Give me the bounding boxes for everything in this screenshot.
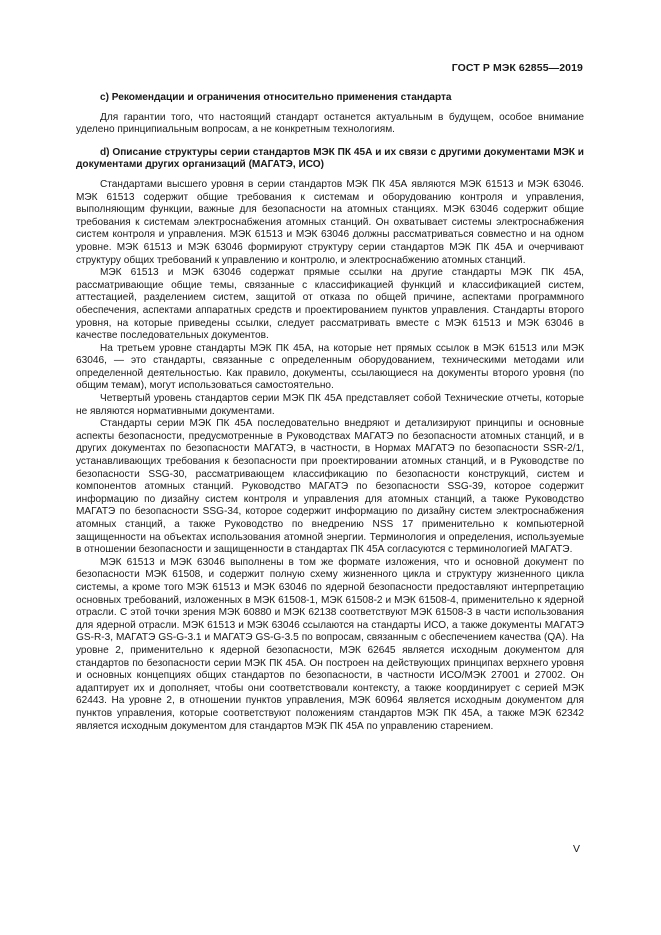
page-number: V (573, 843, 581, 855)
section-d-paragraph-2: МЭК 61513 и МЭК 63046 содержат прямые ссылки на другие стандарты МЭК ПК 45А, рассматривающие общие темы, связанные с классификацией функций и классификацией систем, аттестацией, разделением систем, защитой от отказа по общей причине, аспектами программного обеспечения, аспектами аппаратных средств и проектированием пунктов управления. Стандарты второго уровня, на которые приведены ссылки, следует рассматривать вместе с МЭК 61513 и МЭК 63046 в качестве последовательных документов. (76, 267, 584, 342)
section-d-paragraph-5: Стандарты серии МЭК ПК 45А последовательно внедряют и детализируют принципы и основные аспекты безопасности, предусмотренные в Руководствах МАГАТЭ по безопасности атомных станций, и в других документах по безопасности МАГАТЭ, в частности, в Нормах МАГАТЭ по безопасности SSR-2/1, устанавливающих требования к безопасности при проектировании атомных станций, и в Руководстве по безопасности SSG-30, рассматривающем классификацию по безопасности конструкций, систем и компонентов атомных станций. Руководство МАГАТЭ по безопасности SSG-39, которое содержит информацию по дизайну систем контроля и управления для атомных станций, а также Руководство МАГАТЭ по безопасности SSG-34, которое содержит информацию по дизайну систем электроснабжения атомных станций, а также Руководство по внедрению NSS 17 применительно к компьютерной защищенности на объектах использования атомной энергии. Терминология и определения, используемые в отношении безопасности и защищенности в стандартах ПК 45А согласуются с терминологией МАГАТЭ. (76, 418, 584, 556)
document-body (76, 92, 584, 733)
section-d-paragraph-4: Четвертый уровень стандартов серии МЭК ПК 45А представляет собой Технические отчеты, которые не являются нормативными документами. (76, 393, 584, 417)
section-c-paragraph: Для гарантии того, что настоящий стандарт останется актуальным в будущем, особое внимание уделено принципиальным вопросам, а не конкретным технологиям. (76, 111, 584, 136)
section-c-heading: c) Рекомендации и ограничения относительно применения стандарта (100, 92, 452, 103)
section-d-paragraph-3: На третьем уровне стандарты МЭК ПК 45А, на которые нет прямых ссылок в МЭК 61513 или МЭК 63046, — это стандарты, связанные с определенным оборудованием, техническими методами или определенной деятельностью. Как правило, документы, ссылающиеся на документы второго уровня (по общим темам), могут использоваться самостоятельно. (76, 342, 584, 392)
section-d-paragraph-6: МЭК 61513 и МЭК 63046 выполнены в том же формате изложения, что и основной документ по безопасности МЭК 61508, и содержит полную схему жизненного цикла и структуру жизненного цикла системы, а кроме того МЭК 61513 и МЭК 63046 по ядерной безопасности предоставляют интерпретацию основных требований, изложенных в МЭК 61508-1, МЭК 61508-2 и МЭК 61508-4, применительно к ядерной отрасли. С этой точки зрения МЭК 60880 и МЭК 62138 соответствуют МЭК 61508-3 в части использования для ядерной отрасли. МЭК 61513 и МЭК 63046 ссылаются на стандарты ИСО, а также документы МАГАТЭ GS-R-3, МАГАТЭ GS-G-3.1 и МАГАТЭ GS-G-3.5 по вопросам, связанным с обеспечением качества (QA). На уровне 2, применительно к ядерной безопасности, МЭК 62645 является исходным документом для стандартов по безопасности серии МЭК ПК 45А. Он построен на действующих принципах верхнего уровня и основных концепциях общих стандартов по безопасности, в частности ИСО/МЭК 27001 и 27002. Он адаптирует их и дополняет, чтобы они соответствовали контексту, а также координирует с серией МЭК 62443. На уровне 2, в отношении пунктов управления, МЭК 60964 является исходным документом для пунктов управления, которые соответствуют положениям стандартов МЭК ПК 45А, а также МЭК 62342 является исходным документом для стандартов МЭК ПК 45А по управлению старением. (76, 556, 584, 732)
section-d-heading: d) Описание структуры серии стандартов МЭК ПК 45А и их связи с другими документами МЭК и документами других организаций (МАГАТЭ, ИСО) (76, 146, 584, 171)
section-d-paragraph-1: Стандартами высшего уровня в серии стандартов МЭК ПК 45А являются МЭК 61513 и МЭК 63046. МЭК 61513 содержит общие требования к системам и оборудованию контроля и управления, выполняющим функции, важные для безопасности на атомных станциях. МЭК 63046 содержит общие требования к системам электроснабжения атомных станций. Он охватывает системы электроснабжения систем контроля и управления. МЭК 61513 и МЭК 63046 должны рассматриваться совместно и на одном уровне. МЭК 61513 и МЭК 63046 формируют структуру серии стандартов МЭК ПК 45А и очерчивают структуру общих требований к управлению и контролю, и электроснабжению атомных станций. (76, 178, 584, 266)
document-standard-id: ГОСТ Р МЭК 62855—2019 (451, 62, 583, 74)
